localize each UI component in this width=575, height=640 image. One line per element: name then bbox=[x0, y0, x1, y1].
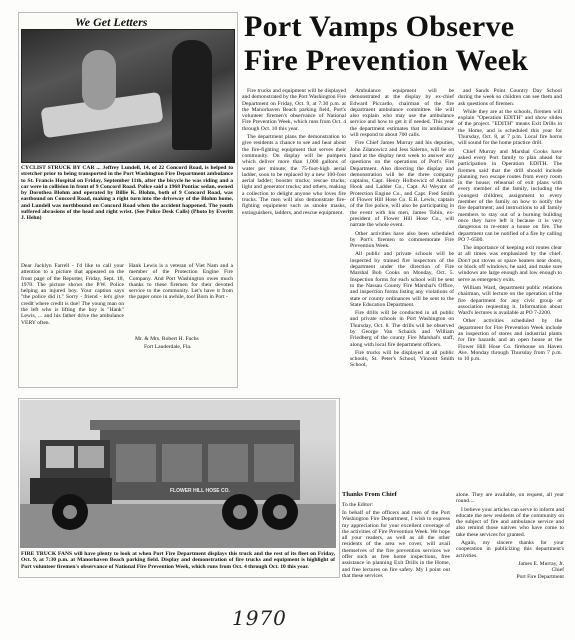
figure-shape bbox=[82, 50, 116, 110]
thanks-department: Port Fire Department bbox=[516, 573, 564, 580]
letter-signoff: Mr. & Mrs. Robert H. Fuchs bbox=[135, 336, 199, 342]
article-column-1 bbox=[242, 88, 346, 218]
article-paragraph: The department plans the demonstration to give residents a chance to see and hear about the fire-fighting equipment that serves their community. On display will be pumpers which deliver more than 1,000 gallons of water per minute; the 75-foot-high aerial ladder, soon to be replaced by a new 100-foot aerial ladder; booster trucks; rescue trucks; light and generator trucks; and others, making a collection to delight anyone who loves fire trucks. The men will also demonstrate fire-fighting equipment such as smoke masks, extinguishers, ladders, and rescue equipment. bbox=[242, 134, 346, 216]
article-paragraph: Other activities have also been scheduled by Port's firemen to commemorate Fire Prevention Week. bbox=[350, 230, 454, 250]
thanks-signer: James E. Murray, Jr. bbox=[518, 560, 564, 567]
article-paragraph: and Sands Point Country Day School during the week so children can see them and ask questions of firemen. bbox=[458, 88, 562, 107]
letter-column-1: Dear Jacklyn Farrell - I'd like to call your attention to a picture that appeared on the front page of the Reporter, Friday, Sept. 18, 1970. The picture shows the P.W. Police helping an injured boy. Your caption says "the police did it." Sorry - friend - let's give credit where credit is due! The young man on the left who is lifting the boy is "Hank" Lewis, ... and his father drive the ambulance VERY often. bbox=[21, 263, 124, 326]
truck-photo bbox=[20, 400, 336, 548]
article-paragraph: William Ward, department public relations chairman, will lecture on the operation of the fire department for any civic group or association requesting it. Information about Ward's lectures is available at PO 7-2200. bbox=[458, 284, 562, 317]
article-paragraph: Ambulance equipment will be demonstrated at the display by ex-chief Edward Piccardo, chairman of the fire department ambulance committee. He will also explain who may use the ambulance service and how to get it if needed. This year the department estimates that its ambulance will respond to about 700 calls. bbox=[350, 88, 454, 139]
thanks-paragraph: I believe your articles can serve to inform and educate the new residents of the community on the subject of fire and ambulance service and also remind those natives who have come to take these services for granted. bbox=[456, 506, 564, 538]
thanks-paragraph: alone. They are available, on request, all year round.... bbox=[456, 492, 564, 505]
article-paragraph: While they are at the schools, firemen will explain "Operation EDITH" and show slides of the project. "EDITH" means Exit Drills in the Home, and is scheduled this year for Thursday, Oct. 8, at 7 p.m. Local fire horns will sound for the home practice drill. bbox=[458, 108, 562, 147]
article-paragraph: Chief Murray and Marshal Cooks have asked every Port family to plan ahead for participation in Operation EDITH. The firemen said that the drill should include planning two escape routes from every room in the house; rehearsal of exit plans with every member of the family, including the youngest children; assignment to every member of the family on how to notify the fire department; and instructions to all family members to stay out of a burning building once they have left it because it is very dangerous to re-enter a house on fire. The department can be notified of a fire by calling PO 7-6500. bbox=[458, 148, 562, 243]
truck-clipping bbox=[18, 398, 340, 578]
article-paragraph: Fire Chief James Murray and his deputies, John Zdanowicz and Jess Salerno, will be on hand at the display next week to answer any questions on the operations of Port's Fire Department. Also directing the display and demonstration will be the three company captains, Capt. Henry Holbowicz of Atlantic Hook and Ladder Co., Capt. Al Weyant of Protection Engine Co., and Capt. Fred Smith of Flower Hill Hose Co. E.B. Lewis, captain of the fire police, will also be participating in the event with his men, James Tobin, ex-president of Flower Hill Hose Co., will narrate the whole event. bbox=[350, 140, 454, 229]
letter-place: Fort Lauderdale, Fla. bbox=[144, 344, 192, 350]
thanks-salutation: To the Editor: bbox=[342, 502, 373, 508]
truck-caption: FIRE TRUCK FANS will have plenty to look at when Port Fire Department displays this truck and the rest of its fleet on Friday, Oct. 9, at 7:30 p.m. at Manorhaven Beach parking field. Display and demonstration of fire trucks and equipment is highlight of Port volunteer firemen's observance of National Fire Prevention Week, which runs from Oct. 4 through Oct. 10 this year. bbox=[21, 551, 335, 570]
thanks-letter bbox=[342, 492, 566, 632]
thanks-heading: Thanks From Chief bbox=[342, 491, 397, 498]
article-column-3 bbox=[458, 88, 562, 364]
article-paragraph: Fire trucks will be displayed at all public schools, St. Peter's School, Vincent Smith School, bbox=[350, 349, 454, 369]
article-paragraph: Other activities scheduled by the department for Fire Prevention Week include an inspection of stores and industrial plants for fire hazards and an open house at the Flower Hill Hose Co. firehouse on Haven Ave. Monday through Thursday from 7 p.m. to 10 p.m. bbox=[458, 318, 562, 363]
figure-shape bbox=[172, 40, 212, 150]
cyclist-photo bbox=[21, 29, 235, 163]
letters-heading: We Get Letters bbox=[75, 15, 148, 29]
thanks-paragraph: Again, my sincere thanks for your cooperation in publicizing this department's activities. bbox=[456, 540, 564, 559]
handwritten-year: 1970 bbox=[232, 606, 287, 630]
thanks-column-2 bbox=[456, 492, 564, 580]
letter-column-2: Hank Lewis is a veteran of Viet Nam and a member of the Protection Engine Fire Company. And Port Washington owes much thanks to these firemen for their devoted service to the community. Let's have it from the paper once in awhile, too! Born in Port - bbox=[129, 263, 233, 301]
article-headline: Port Vamps Observe Fire Prevention Week bbox=[244, 10, 529, 77]
thanks-column-1: In behalf of the officers and men of the Port Washington Fire Department, I wish to express my appreciation for your excellent coverage of the activities of Fire Prevention Week. We hope all your readers, as well as all the other residents of the area we cover, will avail themselves of the fire prevention services we offer such as free home inspections, free assistance in planning Exit Drills in the Home, and free lectures on fire safety. My I point out that these services bbox=[342, 510, 450, 579]
cyclist-caption: CYCLIST STRUCK BY CAR ... Jeffrey Lundell, 14, of 22 Concord Road, is helped to stretcher prior to being transported in the Port Washington Fire Department ambulance to St. Francis Hospital on Friday, September 11th, after the bicycle he was riding and a car were in collision in front of 9 Concord Road. Police said a 1968 Pontiac sedan, owned by Dorothea Blohm and operated by Billie K. Blohm, both of 9 Concord Road, was eastbound on Concord Road, making a right turn into the driveway of the Blohm home, and Lundell was northbound on Concord Road when the accident happened. The youth suffered abrasions of the head and right wrist. (See Police Desk Calls) (Photo by Everitt J. Hehn) bbox=[21, 165, 233, 222]
article-paragraph: Fire trucks and equipment will be displayed and demonstrated by the Port Washington Fire Department on Friday, Oct. 9, at 7:30 p.m. at the Manorhaven Beach parking field, Port's volunteer firemen's observance of National Fire Prevention Week, which runs from Oct. 4 through Oct. 10 this year. bbox=[242, 88, 346, 132]
truck-door-lettering: FLOWER HILL HOSE CO. bbox=[170, 488, 230, 494]
article-paragraph: The importance of keeping exit routes clear at all times was emphasized by the chief. Don't put stoves or space heaters near doors, or block off windows, he said, and make sure windows are large enough and low enough to serve as emergency exits. bbox=[458, 245, 562, 283]
letters-clipping bbox=[18, 12, 238, 388]
article-paragraph: All public and private schools will be inspected by trained fire inspectors of the department under the direction of Fire Marshal Bob Cooks on Monday, Oct. 5. Inspection forms for each school will be sent to the Nassau County Fire Marshal's Office, and inspection forms listing any violations of state or county ordinances will be sent to the State Education Department. bbox=[350, 251, 454, 308]
thanks-title: Chief bbox=[551, 567, 564, 574]
article-paragraph: Fire drills will be conducted in all public and private schools in Port Washington on Thursday, Oct. 8. The drills will be observed by George Van Schaick and William Friedberg of the county Fire Marshal's staff, along with local fire department officers. bbox=[350, 310, 454, 348]
fire-truck-illustration bbox=[20, 400, 336, 548]
article-column-2 bbox=[350, 88, 454, 371]
